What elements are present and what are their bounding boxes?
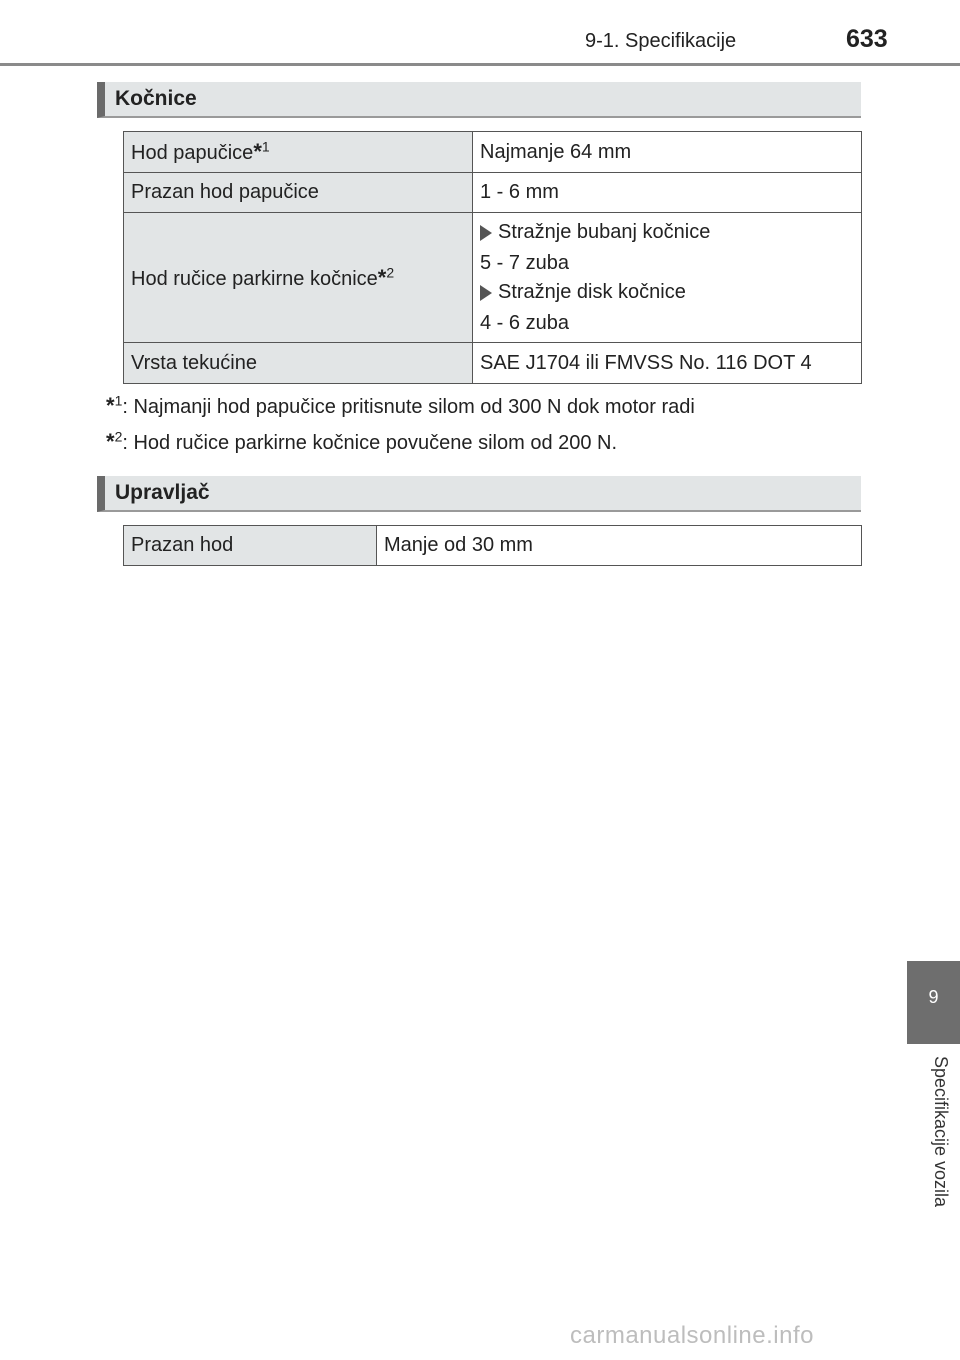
- running-header-section: 9-1. Specifikacije: [585, 30, 737, 52]
- footnote-marker: 2: [114, 428, 123, 445]
- watermark: carmanualsonline.info: [570, 1322, 814, 1349]
- table-cell-value: 1 - 6 mm: [473, 173, 862, 213]
- table-cell-value: Manje od 30 mm: [377, 526, 862, 566]
- table-cell-label: Vrsta tekućine: [124, 343, 473, 384]
- list-item: [480, 278, 854, 308]
- steering-spec-table: [123, 525, 862, 566]
- chapter-tab: [907, 961, 960, 1044]
- section-title-steering: Upravljač: [115, 481, 210, 504]
- page-number: 633: [846, 25, 888, 53]
- footnote-text: : Najmanji hod papučice pritisnute silom od 300 N dok motor radi: [122, 396, 695, 418]
- asterisk-icon: *: [106, 429, 115, 454]
- section-heading-brakes: [97, 82, 861, 118]
- triangle-bullet-icon: [480, 285, 492, 301]
- footnote-ref: 2: [386, 263, 395, 280]
- asterisk-icon: *: [106, 393, 115, 418]
- list-item-text: 5 - 7 zuba: [480, 251, 569, 274]
- footnote-ref: 1: [261, 138, 270, 155]
- table-row: [124, 173, 862, 213]
- section-heading-steering: [97, 476, 861, 512]
- list-item: [480, 218, 854, 248]
- row-label: Hod papučice: [131, 142, 254, 164]
- table-cell-value: Najmanje 64 mm: [473, 132, 862, 173]
- header-divider: [0, 63, 960, 66]
- triangle-bullet-icon: [480, 225, 492, 241]
- footnote-marker: 1: [114, 392, 123, 409]
- asterisk-icon: *: [377, 264, 387, 290]
- brakes-spec-table: [123, 131, 862, 384]
- table-cell-value: [473, 213, 862, 343]
- footnote: [106, 393, 695, 419]
- table-cell-value: SAE J1704 ili FMVSS No. 116 DOT 4: [473, 343, 862, 384]
- table-row: [124, 132, 862, 173]
- table-cell-label: [124, 132, 473, 173]
- footnote: [106, 429, 617, 455]
- list-item-text: Stražnje bubanj kočnice: [498, 221, 711, 243]
- row-label: Hod ručice parkirne kočnice: [131, 267, 378, 290]
- chapter-label: Specifikacije vozila: [931, 1056, 951, 1208]
- asterisk-icon: *: [253, 139, 262, 164]
- footnote-text: : Hod ručice parkirne kočnice povučene silom od 200 N.: [122, 432, 618, 454]
- table-row: [124, 343, 862, 384]
- table-row: [124, 213, 862, 343]
- chapter-number: 9: [928, 987, 939, 1007]
- table-row: [124, 526, 862, 566]
- list-item-text: Stražnje disk kočnice: [498, 281, 686, 303]
- table-cell-label: Prazan hod papučice: [124, 173, 473, 213]
- section-title-brakes: Kočnice: [115, 87, 197, 110]
- table-cell-label: [124, 213, 473, 343]
- table-cell-label: Prazan hod: [124, 526, 377, 566]
- list-item-text: 4 - 6 zuba: [480, 311, 569, 334]
